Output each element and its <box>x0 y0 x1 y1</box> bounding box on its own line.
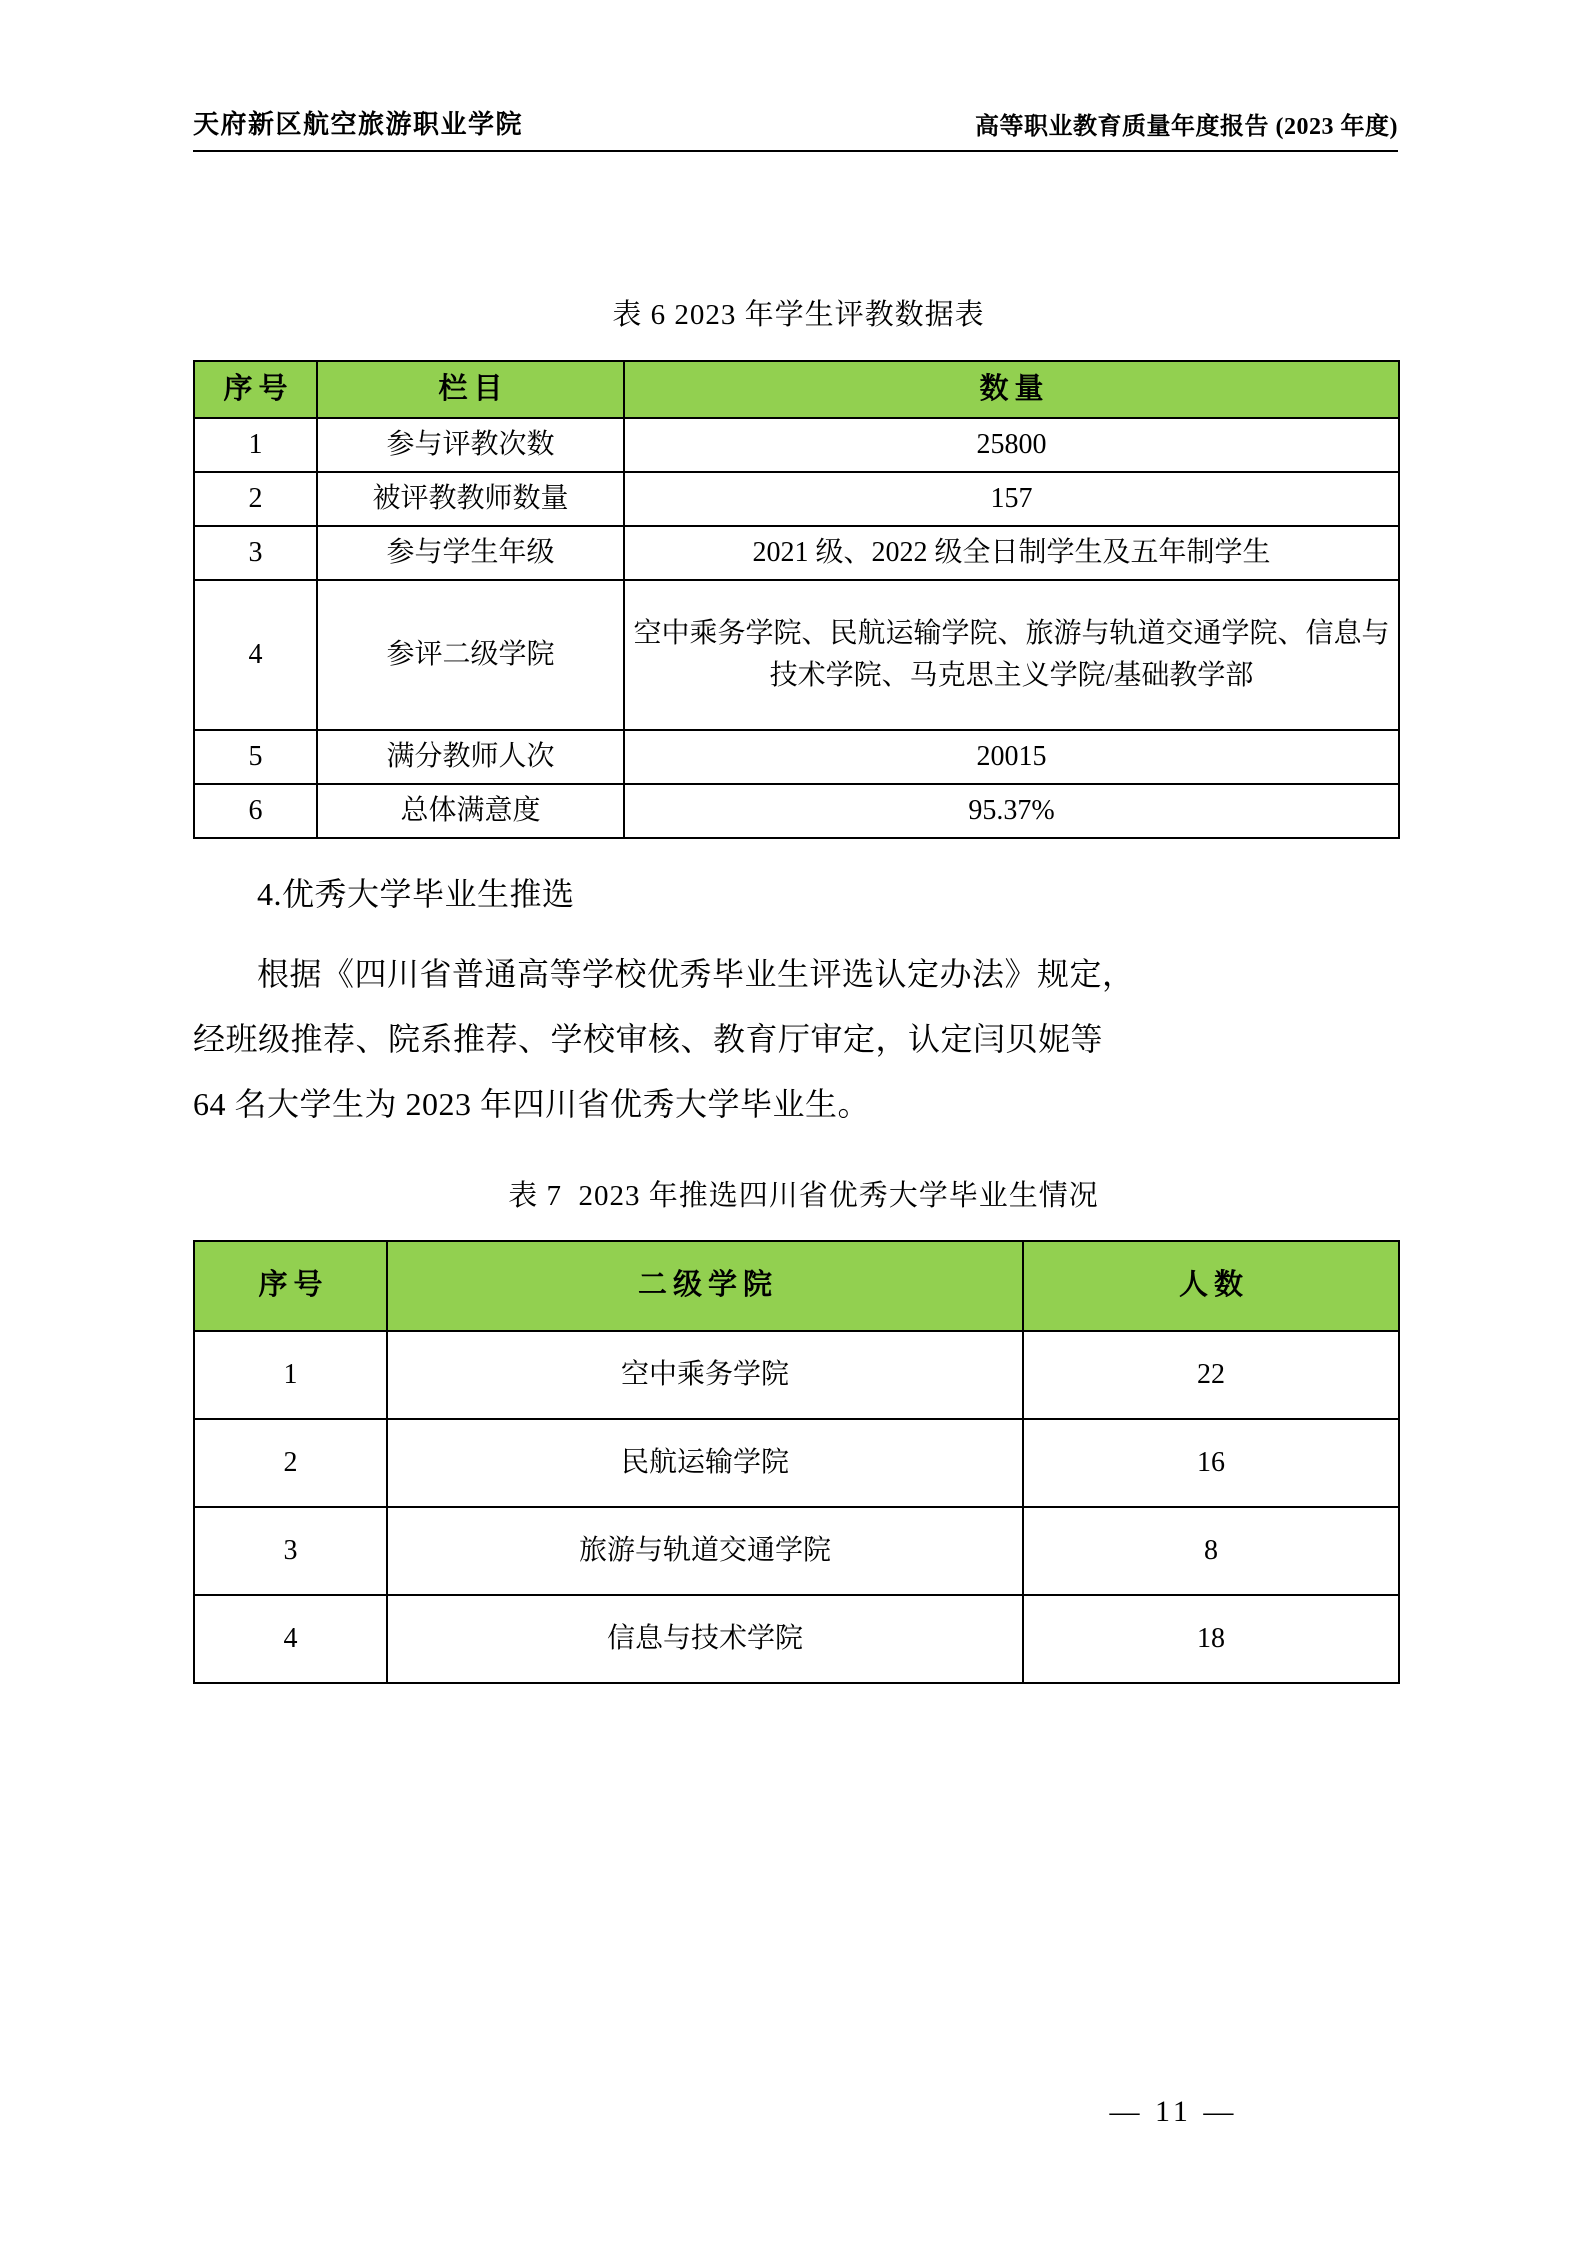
table6-cell-item: 参与评教次数 <box>317 418 624 472</box>
table6-cell-item: 总体满意度 <box>317 784 624 838</box>
table6-cell-value: 25800 <box>624 418 1399 472</box>
table-row <box>194 1507 1399 1595</box>
table-row <box>194 1331 1399 1419</box>
table7-cell-count: 18 <box>1023 1595 1399 1683</box>
header-report-title: 高等职业教育质量年度报告 (2023 年度) <box>975 114 1398 140</box>
table-row <box>194 580 1399 730</box>
table6-cell-value: 2021 级、2022 级全日制学生及五年制学生 <box>624 526 1399 580</box>
table6-header-row <box>194 361 1399 418</box>
table6-cell-no: 2 <box>194 472 317 526</box>
table-student-evaluation-data <box>193 360 1400 839</box>
section-heading: 4.优秀大学毕业生推选 <box>257 876 575 912</box>
table7-col-no: 序号 <box>194 1241 387 1331</box>
table6-cell-item: 参评二级学院 <box>317 580 624 730</box>
table7-cell-count: 22 <box>1023 1331 1399 1419</box>
table-row <box>194 472 1399 526</box>
table6-col-value: 数量 <box>624 361 1399 418</box>
page-number-footer: — 11 — <box>1109 2095 1238 2128</box>
table-row <box>194 418 1399 472</box>
table7-col-count: 人数 <box>1023 1241 1399 1331</box>
table6-caption: 表 6 2023 年学生评教数据表 <box>612 299 985 331</box>
table6-cell-no: 1 <box>194 418 317 472</box>
table7-caption: 表 7 2023 年推选四川省优秀大学毕业生情况 <box>508 1180 1099 1212</box>
table6-col-no: 序号 <box>194 361 317 418</box>
table6-cell-value: 20015 <box>624 730 1399 784</box>
header-institution-name: 天府新区航空旅游职业学院 <box>193 110 524 139</box>
table7-col-college: 二级学院 <box>387 1241 1023 1331</box>
table6-col-item: 栏目 <box>317 361 624 418</box>
table-row <box>194 784 1399 838</box>
table-row <box>194 1595 1399 1683</box>
paragraph-line: 根据《四川省普通高等学校优秀毕业生评选认定办法》规定， <box>257 956 1135 992</box>
table7-cell-no: 4 <box>194 1595 387 1683</box>
table-row <box>194 526 1399 580</box>
running-header <box>193 104 1398 141</box>
table-row <box>194 1419 1399 1507</box>
table7-cell-count: 8 <box>1023 1507 1399 1595</box>
table6-cell-value: 157 <box>624 472 1399 526</box>
table7-cell-no: 2 <box>194 1419 387 1507</box>
table6-cell-item: 满分教师人次 <box>317 730 624 784</box>
table6-cell-no: 4 <box>194 580 317 730</box>
table6-cell-value: 空中乘务学院、民航运输学院、旅游与轨道交通学院、信息与技术学院、马克思主义学院/基础教学部 <box>624 580 1399 730</box>
table7-cell-college: 旅游与轨道交通学院 <box>387 1507 1023 1595</box>
header-divider-rule <box>193 150 1398 152</box>
table6-cell-no: 5 <box>194 730 317 784</box>
table-outstanding-graduates <box>193 1240 1400 1684</box>
section-paragraph <box>193 942 1403 1137</box>
table7-cell-college: 空中乘务学院 <box>387 1331 1023 1419</box>
table-row <box>194 730 1399 784</box>
table6-cell-value: 95.37% <box>624 784 1399 838</box>
paragraph-line: 64 名大学生为 2023 年四川省优秀大学毕业生。 <box>193 1086 871 1122</box>
table6-cell-no: 3 <box>194 526 317 580</box>
table6-cell-item: 被评教教师数量 <box>317 472 624 526</box>
table7-cell-no: 3 <box>194 1507 387 1595</box>
table7-cell-college: 民航运输学院 <box>387 1419 1023 1507</box>
paragraph-line: 经班级推荐、院系推荐、学校审核、教育厅审定，认定闫贝妮等 <box>193 1021 1104 1057</box>
table6-cell-no: 6 <box>194 784 317 838</box>
table7-cell-college: 信息与技术学院 <box>387 1595 1023 1683</box>
table7-header-row <box>194 1241 1399 1331</box>
table7-cell-count: 16 <box>1023 1419 1399 1507</box>
table7-cell-no: 1 <box>194 1331 387 1419</box>
table6-cell-item: 参与学生年级 <box>317 526 624 580</box>
